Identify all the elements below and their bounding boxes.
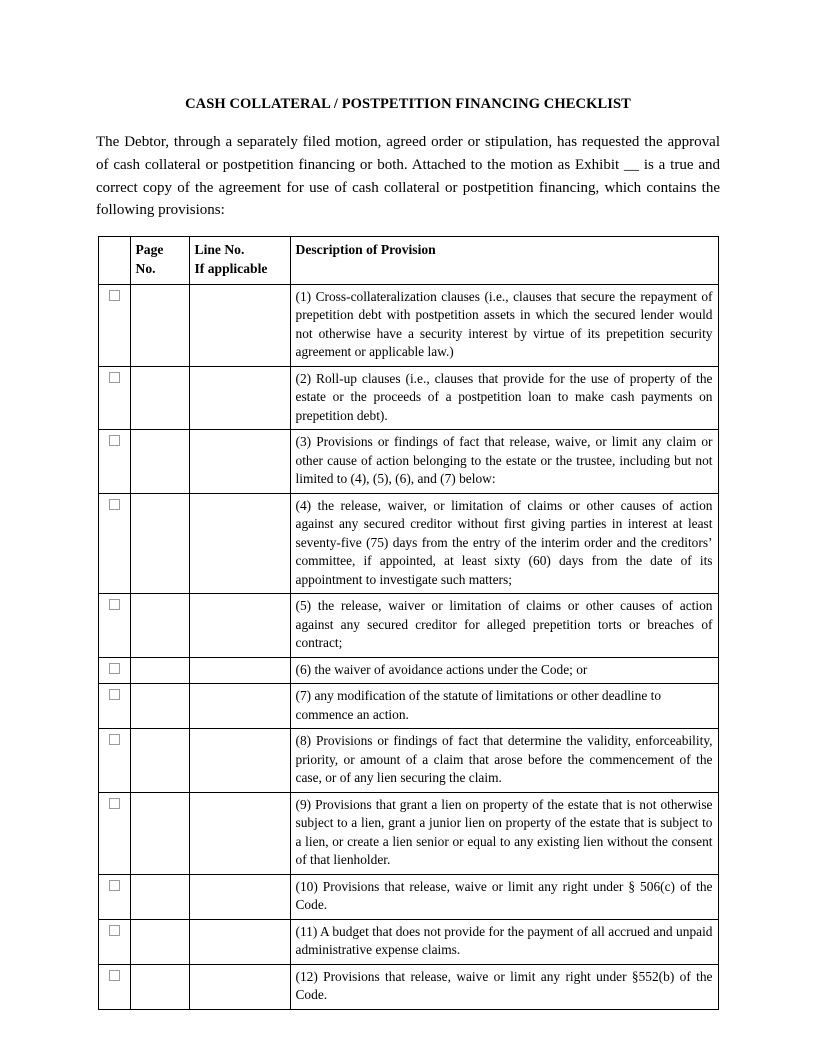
- row-page-no[interactable]: [130, 729, 189, 793]
- row-line-no[interactable]: [189, 729, 290, 793]
- page-title: CASH COLLATERAL / POSTPETITION FINANCING CHECKLIST: [185, 96, 631, 112]
- provisions-table: [98, 236, 719, 1010]
- checkbox-unchecked-icon[interactable]: [109, 798, 120, 809]
- row-checkbox-cell[interactable]: [98, 964, 130, 1009]
- table-row: [98, 366, 718, 430]
- row-line-no[interactable]: [189, 919, 290, 964]
- table-row: [98, 964, 718, 1009]
- checkbox-unchecked-icon[interactable]: [109, 435, 120, 446]
- table-row: [98, 430, 718, 494]
- row-checkbox-cell[interactable]: [98, 684, 130, 729]
- checkbox-unchecked-icon[interactable]: [109, 372, 120, 383]
- header-description: Description of Provision: [290, 237, 718, 285]
- table-row: [98, 792, 718, 874]
- row-checkbox-cell[interactable]: [98, 493, 130, 594]
- checkbox-unchecked-icon[interactable]: [109, 290, 120, 301]
- row-page-no[interactable]: [130, 684, 189, 729]
- table-row: [98, 594, 718, 658]
- checkbox-unchecked-icon[interactable]: [109, 970, 120, 981]
- row-description: (3) Provisions or findings of fact that release, waive, or limit any claim or other cause of action belonging to the estate or the trustee, including but not limited to (4), (5), (6), and (7) below:: [290, 430, 718, 494]
- header-page-no-line2: No.: [135, 260, 156, 276]
- checkbox-unchecked-icon[interactable]: [109, 689, 120, 700]
- header-page-no: [130, 237, 189, 285]
- row-line-no[interactable]: [189, 284, 290, 366]
- checkbox-unchecked-icon[interactable]: [109, 599, 120, 610]
- row-line-no[interactable]: [189, 657, 290, 684]
- row-line-no[interactable]: [189, 366, 290, 430]
- row-line-no[interactable]: [189, 430, 290, 494]
- row-checkbox-cell[interactable]: [98, 594, 130, 658]
- header-page-no-line1: Page: [135, 242, 164, 258]
- row-page-no[interactable]: [130, 430, 189, 494]
- table-row: [98, 729, 718, 793]
- row-checkbox-cell[interactable]: [98, 366, 130, 430]
- row-line-no[interactable]: [189, 964, 290, 1009]
- row-description: (7) any modification of the statute of limitations or other deadline to commence an action.: [290, 684, 718, 729]
- row-description: (9) Provisions that grant a lien on property of the estate that is not otherwise subject to a lien, grant a junior lien on property of the estate that is subject to a lien, or create a lien senior or equal to any existing lien without the consent of that lienholder.: [290, 792, 718, 874]
- row-page-no[interactable]: [130, 919, 189, 964]
- row-page-no[interactable]: [130, 594, 189, 658]
- checkbox-unchecked-icon[interactable]: [109, 499, 120, 510]
- row-description: (10) Provisions that release, waive or limit any right under § 506(c) of the Code.: [290, 874, 718, 919]
- intro-paragraph: The Debtor, through a separately filed motion, agreed order or stipulation, has requested the approval of cash collateral or postpetition financing or both. Attached to the motion as Exhibit __ is a true and correct copy of the agreement for use of cash collateral or postpetition financing, which contains the following provisions:: [96, 134, 720, 219]
- row-line-no[interactable]: [189, 874, 290, 919]
- row-line-no[interactable]: [189, 493, 290, 594]
- table-row: [98, 684, 718, 729]
- row-page-no[interactable]: [130, 792, 189, 874]
- row-page-no[interactable]: [130, 284, 189, 366]
- row-description: (8) Provisions or findings of fact that determine the validity, enforceability, priority, or amount of a claim that arose before the commencement of the case, or of any lien securing the claim.: [290, 729, 718, 793]
- row-page-no[interactable]: [130, 493, 189, 594]
- header-line-no: [189, 237, 290, 285]
- table-header-row: [98, 237, 718, 285]
- table-row: [98, 874, 718, 919]
- row-description: (6) the waiver of avoidance actions under the Code; or: [290, 657, 718, 684]
- row-description: (4) the release, waiver, or limitation of claims or other causes of action against any secured creditor without first giving parties in interest at least seventy-five (75) days from the entry of the interim order and the creditors’ committee, if appointed, at least sixty (60) days from the date of its appointment to investigate such matters;: [290, 493, 718, 594]
- row-checkbox-cell[interactable]: [98, 919, 130, 964]
- row-description: (12) Provisions that release, waive or limit any right under §552(b) of the Code.: [290, 964, 718, 1009]
- checkbox-unchecked-icon[interactable]: [109, 925, 120, 936]
- row-description: (11) A budget that does not provide for the payment of all accrued and unpaid administrative expense claims.: [290, 919, 718, 964]
- row-checkbox-cell[interactable]: [98, 430, 130, 494]
- table-body: [98, 284, 718, 1009]
- row-description: (5) the release, waiver or limitation of claims or other causes of action against any secured creditor for alleged prepetition torts or breaches of contract;: [290, 594, 718, 658]
- checkbox-unchecked-icon[interactable]: [109, 880, 120, 891]
- checkbox-unchecked-icon[interactable]: [109, 734, 120, 745]
- header-line-no-line1: Line No.: [194, 242, 245, 258]
- checkbox-unchecked-icon[interactable]: [109, 663, 120, 674]
- header-line-no-line2: If applicable: [194, 260, 268, 276]
- row-description: (1) Cross-collateralization clauses (i.e., clauses that secure the repayment of prepetition debt with postpetition assets in which the secured lender would not otherwise have a security interest by virtue of its prepetition security agreement or applicable law.): [290, 284, 718, 366]
- row-checkbox-cell[interactable]: [98, 284, 130, 366]
- row-checkbox-cell[interactable]: [98, 657, 130, 684]
- header-checkbox: [98, 237, 130, 285]
- table-row: [98, 657, 718, 684]
- row-checkbox-cell[interactable]: [98, 874, 130, 919]
- row-checkbox-cell[interactable]: [98, 729, 130, 793]
- table-row: [98, 284, 718, 366]
- row-line-no[interactable]: [189, 684, 290, 729]
- row-checkbox-cell[interactable]: [98, 792, 130, 874]
- row-line-no[interactable]: [189, 594, 290, 658]
- table-row: [98, 919, 718, 964]
- row-page-no[interactable]: [130, 874, 189, 919]
- row-description: (2) Roll-up clauses (i.e., clauses that provide for the use of property of the estate or the proceeds of a postpetition loan to make cash payments on prepetition debt).: [290, 366, 718, 430]
- row-page-no[interactable]: [130, 366, 189, 430]
- row-page-no[interactable]: [130, 657, 189, 684]
- table-row: [98, 493, 718, 594]
- row-page-no[interactable]: [130, 964, 189, 1009]
- row-line-no[interactable]: [189, 792, 290, 874]
